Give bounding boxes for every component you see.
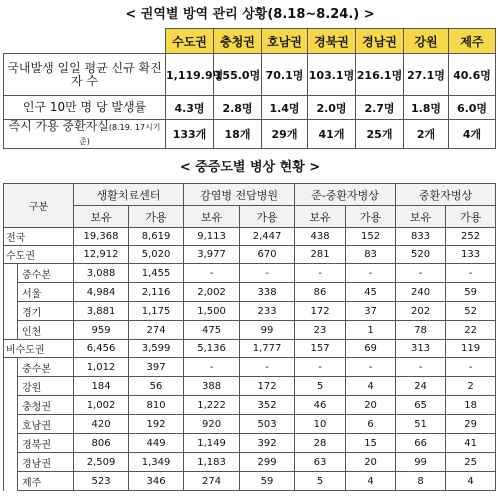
cell: 4: [346, 377, 396, 396]
cell: 41개: [308, 120, 356, 149]
cell: 41: [446, 434, 496, 453]
region-name: 강원: [18, 377, 74, 396]
sub-header: 보유: [295, 206, 346, 228]
cell: 2,447: [240, 228, 295, 246]
group-header: 감염병 전담병원: [184, 184, 295, 206]
cell: 449: [129, 434, 184, 453]
cell: 155.0명: [214, 54, 262, 96]
sub-header: 보유: [74, 206, 129, 228]
cell: 4: [346, 472, 396, 491]
indent-cell: [4, 283, 18, 302]
cell: 133개: [166, 120, 214, 149]
cell: 51: [396, 415, 446, 434]
region-name: 수도권: [4, 246, 74, 264]
cell: 46: [295, 396, 346, 415]
table-row: [4, 358, 496, 377]
indent-cell: [4, 453, 18, 472]
cell: 70.1명: [262, 54, 308, 96]
cell: 2.0명: [308, 96, 356, 120]
indent-cell: [4, 321, 18, 340]
sub-header: 보유: [396, 206, 446, 228]
sub-header: 가용: [446, 206, 496, 228]
table-row: [4, 415, 496, 434]
cell: 346: [129, 472, 184, 491]
cell: 670: [240, 246, 295, 264]
cell: 45: [346, 283, 396, 302]
cell: 1.4명: [262, 96, 308, 120]
cell: 25: [446, 453, 496, 472]
table-row: [4, 472, 496, 491]
cell: 6,456: [74, 340, 129, 358]
cell: 3,881: [74, 302, 129, 321]
group-header: 중환자병상: [396, 184, 496, 206]
cell: 192: [129, 415, 184, 434]
row-label-daily-cases: 국내발생 일일 평균 신규 확진자 수: [4, 54, 166, 96]
region-header: 경북권: [308, 29, 356, 54]
region-name: 경북권: [18, 434, 74, 453]
indent-cell: [4, 434, 18, 453]
cell: 133: [446, 246, 496, 264]
table-row: [4, 396, 496, 415]
cell: 252: [446, 228, 496, 246]
cell: 392: [240, 434, 295, 453]
region-name: 경기: [18, 302, 74, 321]
cell: 352: [240, 396, 295, 415]
region-name: 경남권: [18, 453, 74, 472]
cell: 833: [396, 228, 446, 246]
cell: 2개: [404, 120, 449, 149]
cell: 1,119.9명: [166, 54, 214, 96]
cell: 5: [295, 472, 346, 491]
cell: 2,002: [184, 283, 240, 302]
cell: 10: [295, 415, 346, 434]
cell: 99: [240, 321, 295, 340]
cell: -: [396, 264, 446, 283]
cell: 65: [396, 396, 446, 415]
cell: 24: [396, 377, 446, 396]
cell: 40.6명: [449, 54, 496, 96]
cell: 523: [74, 472, 129, 491]
cell: 1,222: [184, 396, 240, 415]
cell: 25개: [356, 120, 404, 149]
region-header: 수도권: [166, 29, 214, 54]
cell: 18개: [214, 120, 262, 149]
cell: 52: [446, 302, 496, 321]
indent-cell: [4, 358, 18, 377]
cell: 4: [446, 472, 496, 491]
group-header: 준-중환자병상: [295, 184, 396, 206]
cell: 2,116: [129, 283, 184, 302]
cell: 3,599: [129, 340, 184, 358]
cell: 1,500: [184, 302, 240, 321]
cell: 4,984: [74, 283, 129, 302]
cell: 29개: [262, 120, 308, 149]
indent-cell: [4, 377, 18, 396]
cell: 274: [129, 321, 184, 340]
region-name: 인천: [18, 321, 74, 340]
cell: 99: [396, 453, 446, 472]
cell: 4개: [449, 120, 496, 149]
cell: -: [184, 264, 240, 283]
cell: 6: [346, 415, 396, 434]
cell: 1,149: [184, 434, 240, 453]
region-header: 호남권: [262, 29, 308, 54]
region-name: 비수도권: [4, 340, 74, 358]
cell: 216.1명: [356, 54, 404, 96]
cell: 27.1명: [404, 54, 449, 96]
cell: -: [346, 264, 396, 283]
cell: 2,509: [74, 453, 129, 472]
sub-header: 가용: [240, 206, 295, 228]
cell: 520: [396, 246, 446, 264]
cell: 1,012: [74, 358, 129, 377]
table-row: [4, 453, 496, 472]
regional-status-table: [3, 28, 496, 149]
cell: 56: [129, 377, 184, 396]
cell: 8: [396, 472, 446, 491]
cell: 59: [446, 283, 496, 302]
gubun-header: 구분: [4, 184, 74, 228]
cell: 274: [184, 472, 240, 491]
indent-cell: [4, 302, 18, 321]
cell: -: [240, 264, 295, 283]
cell: 78: [396, 321, 446, 340]
region-name: 충청권: [18, 396, 74, 415]
table-row: [4, 434, 496, 453]
cell: 103.1명: [308, 54, 356, 96]
region-name: 서울: [18, 283, 74, 302]
sub-header: 보유: [184, 206, 240, 228]
bed-status-table: [3, 183, 496, 491]
cell: 15: [346, 434, 396, 453]
icu-label-text: 즉시 가용 중환자실: [8, 119, 109, 133]
cell: 3,088: [74, 264, 129, 283]
region-header: 충청권: [214, 29, 262, 54]
cell: 83: [346, 246, 396, 264]
cell: 69: [346, 340, 396, 358]
cell: 37: [346, 302, 396, 321]
cell: 8,619: [129, 228, 184, 246]
cell: 920: [184, 415, 240, 434]
cell: 4.3명: [166, 96, 214, 120]
region-header: 강원: [404, 29, 449, 54]
cell: 5,020: [129, 246, 184, 264]
cell: 810: [129, 396, 184, 415]
cell: 1,777: [240, 340, 295, 358]
cell: -: [396, 358, 446, 377]
table-row: [4, 377, 496, 396]
row-label-icu: [4, 120, 166, 149]
cell: 12,912: [74, 246, 129, 264]
table-row: [4, 321, 496, 340]
region-name: 중수본: [18, 358, 74, 377]
cell: 503: [240, 415, 295, 434]
cell: 63: [295, 453, 346, 472]
cell: 119: [446, 340, 496, 358]
region-name: 호남권: [18, 415, 74, 434]
cell: 281: [295, 246, 346, 264]
sub-header: 가용: [346, 206, 396, 228]
region-header: 제주: [449, 29, 496, 54]
cell: 420: [74, 415, 129, 434]
cell: 172: [295, 302, 346, 321]
cell: 9,113: [184, 228, 240, 246]
cell: 5,136: [184, 340, 240, 358]
cell: -: [240, 358, 295, 377]
cell: 20: [346, 396, 396, 415]
cell: 299: [240, 453, 295, 472]
cell: 1,349: [129, 453, 184, 472]
cell: 6.0명: [449, 96, 496, 120]
cell: 28: [295, 434, 346, 453]
table-row: [4, 228, 496, 246]
cell: 18: [446, 396, 496, 415]
table-row: [4, 264, 496, 283]
cell: 1,455: [129, 264, 184, 283]
cell: 22: [446, 321, 496, 340]
cell: 2.8명: [214, 96, 262, 120]
cell: 157: [295, 340, 346, 358]
top-table-title: < 권역별 방역 관리 상황(8.18~8.24.) >: [125, 7, 375, 22]
cell: -: [295, 358, 346, 377]
cell: 388: [184, 377, 240, 396]
cell: -: [295, 264, 346, 283]
cell: 59: [240, 472, 295, 491]
cell: 5: [295, 377, 346, 396]
cell: 959: [74, 321, 129, 340]
cell: 397: [129, 358, 184, 377]
cell: 240: [396, 283, 446, 302]
cell: 1,183: [184, 453, 240, 472]
bottom-table-title: < 중증도별 병상 현황 >: [179, 160, 321, 175]
indent-cell: [4, 472, 18, 491]
cell: -: [446, 358, 496, 377]
cell: 1.8명: [404, 96, 449, 120]
cell: -: [446, 264, 496, 283]
cell: 66: [396, 434, 446, 453]
indent-cell: [4, 415, 18, 434]
row-label-incidence: 인구 10만 명 당 발생률: [4, 96, 166, 120]
cell: 172: [240, 377, 295, 396]
cell: 313: [396, 340, 446, 358]
cell: 2: [446, 377, 496, 396]
table-row: [4, 246, 496, 264]
cell: 475: [184, 321, 240, 340]
icu-label-note: (8.19. 17시기준): [79, 123, 161, 146]
cell: -: [346, 358, 396, 377]
indent-cell: [4, 396, 18, 415]
table-row: [4, 302, 496, 321]
cell: 3,977: [184, 246, 240, 264]
corner-cell: [4, 29, 166, 54]
cell: 233: [240, 302, 295, 321]
cell: 202: [396, 302, 446, 321]
cell: 438: [295, 228, 346, 246]
cell: 19,368: [74, 228, 129, 246]
table-row: [4, 340, 496, 358]
table-row: [4, 283, 496, 302]
cell: 1,002: [74, 396, 129, 415]
cell: 184: [74, 377, 129, 396]
region-name: 중수본: [18, 264, 74, 283]
cell: 1: [346, 321, 396, 340]
cell: 29: [446, 415, 496, 434]
group-header: 생활치료센터: [74, 184, 184, 206]
cell: 152: [346, 228, 396, 246]
cell: 23: [295, 321, 346, 340]
region-name: 전국: [4, 228, 74, 246]
region-name: 제주: [18, 472, 74, 491]
cell: 86: [295, 283, 346, 302]
cell: 20: [346, 453, 396, 472]
indent-cell: [4, 264, 18, 283]
region-header: 경남권: [356, 29, 404, 54]
sub-header: 가용: [129, 206, 184, 228]
cell: 806: [74, 434, 129, 453]
cell: 1,175: [129, 302, 184, 321]
cell: -: [184, 358, 240, 377]
cell: 2.7명: [356, 96, 404, 120]
cell: 338: [240, 283, 295, 302]
